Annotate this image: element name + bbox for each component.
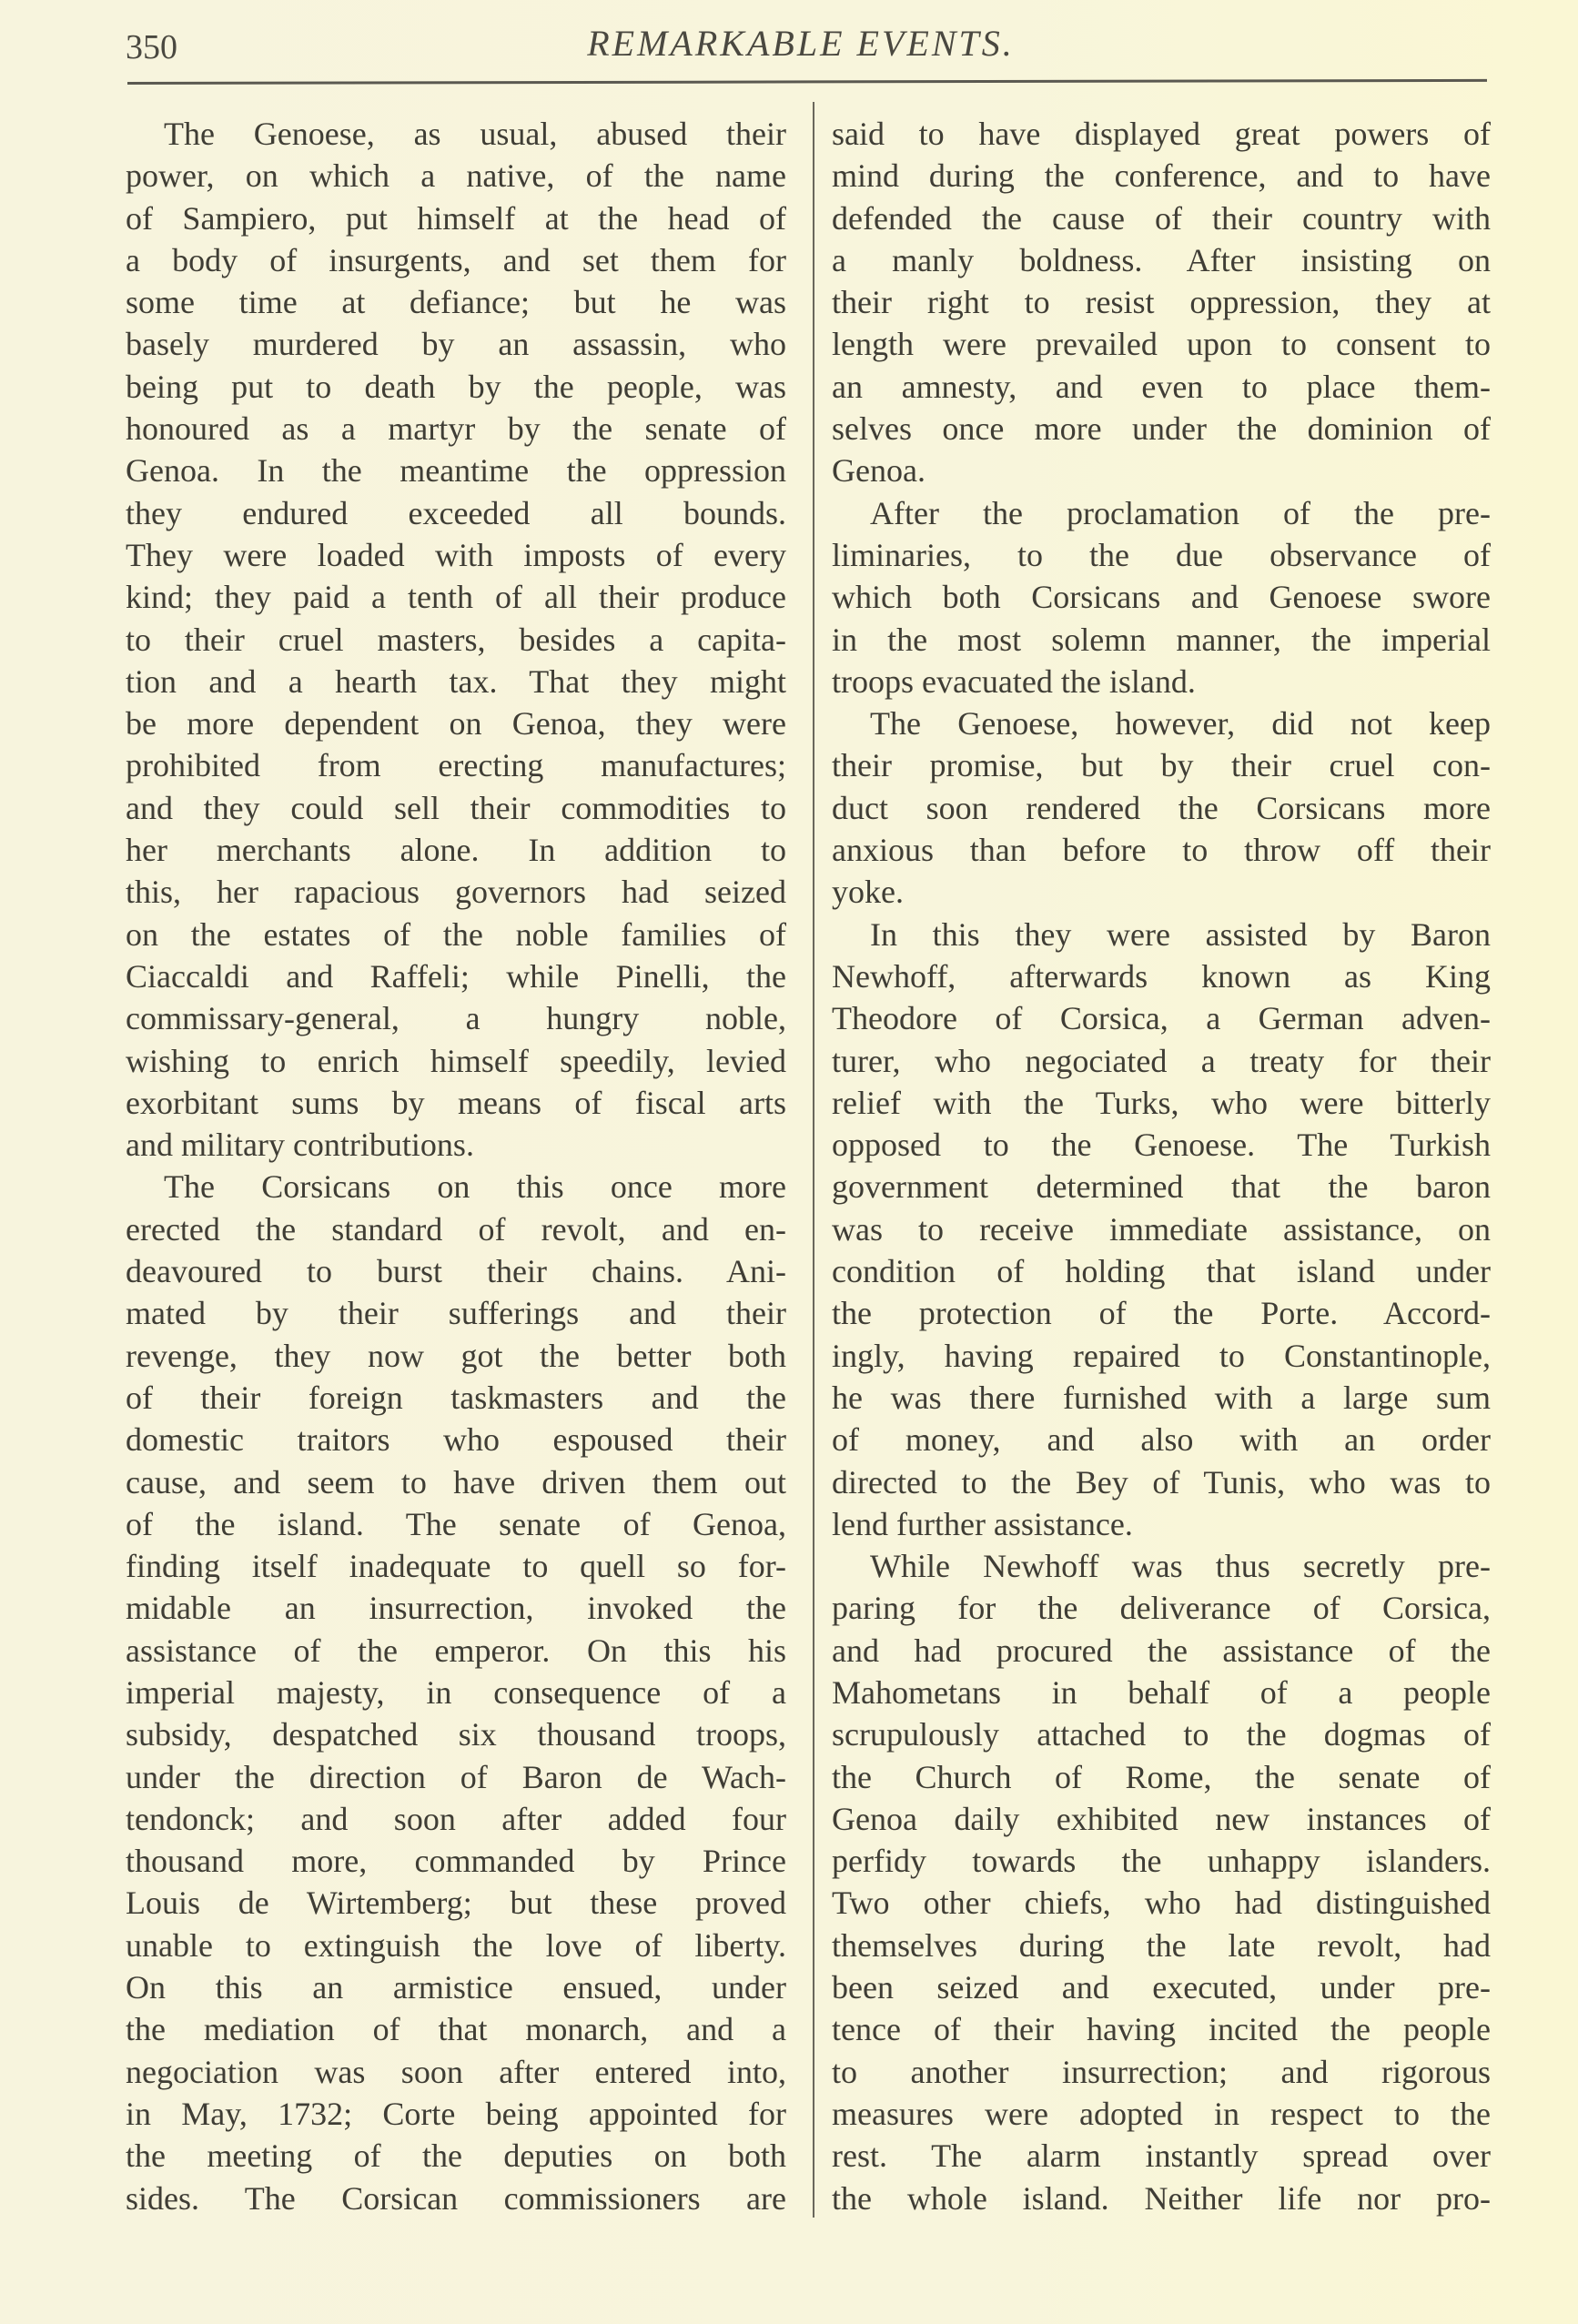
text-line: said to have displayed great powers of — [832, 116, 1491, 152]
text-line: this, her rapacious governors had seized — [126, 874, 786, 911]
text-line: relief with the Turks, who were bitterly — [832, 1084, 1491, 1121]
text-line: Genoa. — [832, 452, 926, 490]
text-line: mind during the conference, and to have — [832, 157, 1491, 195]
text-line: finding itself inadequate to quell so for- — [126, 1548, 786, 1585]
text-line: of Sampiero, put himself at the head of — [126, 199, 786, 237]
text-line: and had procured the assistance of the — [832, 1632, 1491, 1669]
text-line: negociation was soon after entered into, — [126, 2053, 786, 2090]
text-line: the whole island. Neither life nor pro- — [832, 2179, 1491, 2217]
text-line: honoured as a martyr by the senate of — [126, 410, 786, 448]
text-line: scrupulously attached to the dogmas of — [832, 1716, 1491, 1753]
text-line: an amnesty, and even to place them- — [832, 368, 1491, 405]
text-line: Mahometans in behalf of a people — [832, 1673, 1491, 1711]
text-line: condition of holding that island under — [832, 1253, 1491, 1290]
text-line: kind; they paid a tenth of all their produce — [126, 579, 786, 616]
text-line: troops evacuated the island. — [832, 662, 1196, 700]
text-line: of money, and also with an order — [832, 1421, 1491, 1459]
text-line: On this an armistice ensued, under — [126, 1969, 786, 2006]
text-line: the mediation of that monarch, and a — [126, 2011, 786, 2048]
left-column — [126, 113, 786, 2219]
text-line: being put to death by the people, was — [126, 368, 786, 405]
text-line: been seized and executed, under pre- — [832, 1969, 1491, 2006]
text-line: Newhoff, afterwards known as King — [832, 957, 1491, 995]
text-line: The Genoese, however, did not keep — [870, 705, 1491, 743]
text-line: sides. The Corsican commissioners are — [126, 2179, 786, 2217]
text-line: the protection of the Porte. Accord- — [832, 1295, 1491, 1332]
text-line: perfidy towards the unhappy islanders. — [832, 1843, 1491, 1880]
running-head-title: REMARKABLE EVENTS. — [587, 23, 1015, 64]
text-line: the meeting of the deputies on both — [126, 2137, 786, 2175]
text-line: lend further assistance. — [832, 1505, 1133, 1542]
text-line: her merchants alone. In addition to — [126, 832, 786, 869]
header-rule — [127, 79, 1487, 85]
text-line: Genoa. In the meantime the oppression — [126, 452, 786, 490]
text-line: Theodore of Corsica, a German adven- — [832, 1000, 1491, 1037]
text-line: tence of their having incited the people — [832, 2011, 1491, 2048]
text-line: wishing to enrich himself speedily, levied — [126, 1042, 786, 1079]
text-line: be more dependent on Genoa, they were — [126, 705, 786, 743]
text-line: deavoured to burst their chains. Ani- — [126, 1253, 786, 1290]
text-line: measures were adopted in respect to the — [832, 2095, 1491, 2132]
text-line: After the proclamation of the pre- — [870, 494, 1491, 531]
text-line: cause, and seem to have driven them out — [126, 1463, 786, 1500]
column-divider — [813, 102, 814, 2218]
text-line: commissary-general, a hungry noble, — [126, 1000, 786, 1037]
text-line: They were loaded with imposts of every — [126, 536, 786, 573]
text-line: opposed to the Genoese. The Turkish — [832, 1127, 1491, 1164]
text-line: ingly, having repaired to Constantinople, — [832, 1337, 1491, 1374]
text-line: The Corsicans on this once more — [164, 1168, 786, 1206]
text-line: the Church of Rome, the senate of — [832, 1758, 1491, 1795]
page-number: 350 — [126, 28, 177, 66]
text-line: rest. The alarm instantly spread over — [832, 2137, 1491, 2175]
text-line: exorbitant sums by means of fiscal arts — [126, 1084, 786, 1121]
text-line: a manly boldness. After insisting on — [832, 241, 1491, 278]
text-line: erected the standard of revolt, and en- — [126, 1210, 786, 1248]
text-line: themselves during the late revolt, had — [832, 1926, 1491, 1964]
text-line: of their foreign taskmasters and the — [126, 1379, 786, 1416]
text-line: they endured exceeded all bounds. — [126, 494, 786, 531]
text-line: unable to extinguish the love of liberty. — [126, 1926, 786, 1964]
right-column — [832, 113, 1491, 2219]
text-line: of the island. The senate of Genoa, — [126, 1505, 786, 1542]
text-line: liminaries, to the due observance of — [832, 536, 1491, 573]
text-line: some time at defiance; but he was — [126, 284, 786, 321]
text-line: In this they were assisted by Baron — [870, 915, 1491, 953]
text-line: basely murdered by an assassin, who — [126, 326, 786, 363]
text-line: assistance of the emperor. On this his — [126, 1632, 786, 1669]
text-line: in May, 1732; Corte being appointed for — [126, 2095, 786, 2132]
text-line: paring for the deliverance of Corsica, — [832, 1590, 1491, 1627]
text-line: defended the cause of their country with — [832, 199, 1491, 237]
text-line: turer, who negociated a treaty for their — [832, 1042, 1491, 1079]
text-line: Ciaccaldi and Raffeli; while Pinelli, the — [126, 957, 786, 995]
text-line: in the most solemn manner, the imperial — [832, 621, 1491, 658]
text-line: selves once more under the dominion of — [832, 410, 1491, 448]
text-line: under the direction of Baron de Wach- — [126, 1758, 786, 1795]
text-line: he was there furnished with a large sum — [832, 1379, 1491, 1416]
text-line: subsidy, despatched six thousand troops, — [126, 1716, 786, 1753]
text-line: tion and a hearth tax. That they might — [126, 662, 786, 700]
text-line: power, on which a native, of the name — [126, 157, 786, 195]
text-line: and military contributions. — [126, 1127, 474, 1164]
text-line: Louis de Wirtemberg; but these proved — [126, 1884, 786, 1922]
text-line: was to receive immediate assistance, on — [832, 1210, 1491, 1248]
text-line: on the estates of the noble families of — [126, 915, 786, 953]
text-line: yoke. — [832, 874, 904, 911]
text-line: tendonck; and soon after added four — [126, 1800, 786, 1837]
text-line: a body of insurgents, and set them for — [126, 241, 786, 278]
text-line: and they could sell their commodities to — [126, 789, 786, 826]
text-line: duct soon rendered the Corsicans more — [832, 789, 1491, 826]
text-line: midable an insurrection, invoked the — [126, 1590, 786, 1627]
text-line: anxious than before to throw off their — [832, 832, 1491, 869]
text-line: to another insurrection; and rigorous — [832, 2053, 1491, 2090]
text-line: prohibited from erecting manufactures; — [126, 747, 786, 784]
text-line: mated by their sufferings and their — [126, 1295, 786, 1332]
text-line: their promise, but by their cruel con- — [832, 747, 1491, 784]
text-line: government determined that the baron — [832, 1168, 1491, 1206]
text-line: their right to resist oppression, they at — [832, 284, 1491, 321]
text-line: Two other chiefs, who had distinguished — [832, 1884, 1491, 1922]
text-line: Genoa daily exhibited new instances of — [832, 1800, 1491, 1837]
text-line: length were prevailed upon to consent to — [832, 326, 1491, 363]
text-line: to their cruel masters, besides a capita- — [126, 621, 786, 658]
text-line: imperial majesty, in consequence of a — [126, 1673, 786, 1711]
text-line: thousand more, commanded by Prince — [126, 1843, 786, 1880]
text-line: While Newhoff was thus secretly pre- — [870, 1548, 1491, 1585]
text-line: domestic traitors who espoused their — [126, 1421, 786, 1459]
text-line: directed to the Bey of Tunis, who was to — [832, 1463, 1491, 1500]
text-line: The Genoese, as usual, abused their — [164, 116, 786, 152]
text-line: revenge, they now got the better both — [126, 1337, 786, 1374]
text-line: which both Corsicans and Genoese swore — [832, 579, 1491, 616]
